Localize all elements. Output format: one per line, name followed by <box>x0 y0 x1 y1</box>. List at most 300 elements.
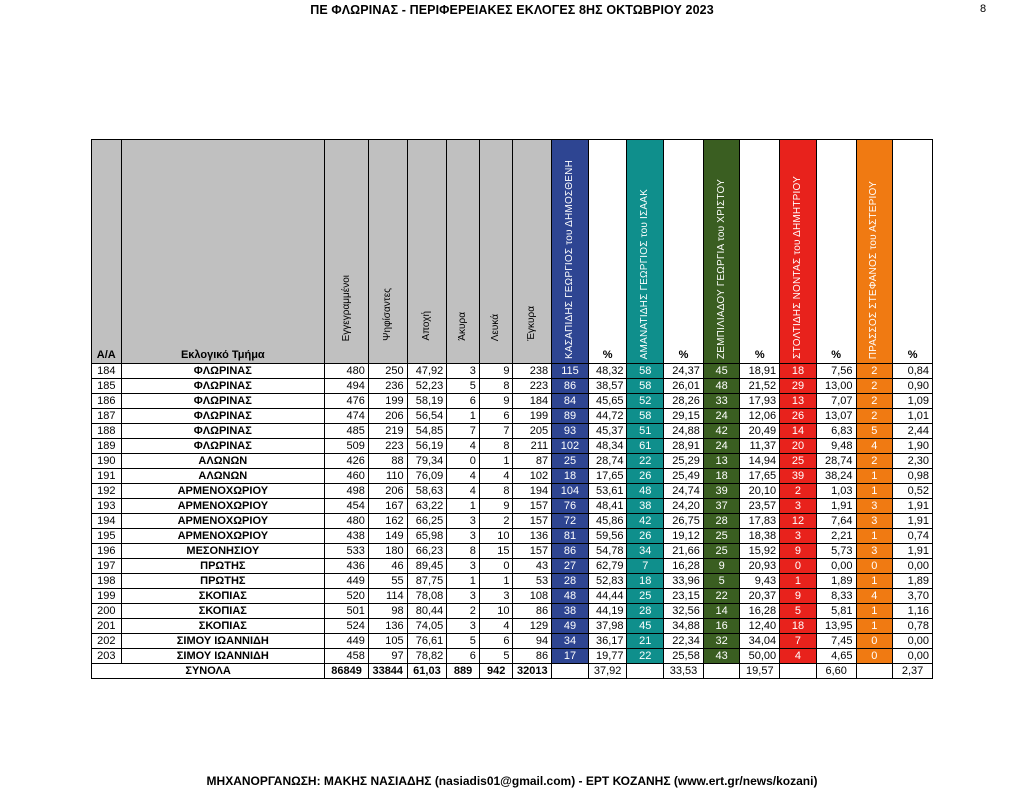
cell-cand2-votes: 21 <box>627 634 664 649</box>
totals-cell: 61,03 <box>407 664 447 679</box>
totals-row <box>92 664 933 679</box>
cell-voted: 206 <box>368 409 407 424</box>
totals-cell: 6266 <box>703 664 740 679</box>
cell-valid: 194 <box>513 484 552 499</box>
cell-blank: 2 <box>479 514 513 529</box>
cell-registered: 480 <box>325 364 369 379</box>
cell-section: ΑΡΜΕΝΟΧΩΡΙΟΥ <box>121 484 325 499</box>
cell-blank: 1 <box>479 454 513 469</box>
cell-abstention: 76,09 <box>407 469 447 484</box>
cell-cand1-pct: 17,65 <box>588 469 627 484</box>
cell-cand1-votes: 81 <box>552 529 589 544</box>
cell-cand4-votes: 26 <box>780 409 817 424</box>
cell-invalid: 4 <box>447 484 480 499</box>
cell-invalid: 3 <box>447 364 480 379</box>
cell-cand5-pct: 0,90 <box>893 379 933 394</box>
cell-abstention: 87,75 <box>407 574 447 589</box>
cell-cand4-votes: 29 <box>780 379 817 394</box>
cell-cand1-votes: 93 <box>552 424 589 439</box>
table-row <box>92 529 933 544</box>
totals-cell: 19,57 <box>740 664 780 679</box>
cell-cand1-pct: 45,65 <box>588 394 627 409</box>
cell-invalid: 6 <box>447 394 480 409</box>
col-pct-4: % <box>816 140 856 364</box>
cell-voted: 46 <box>368 559 407 574</box>
table-row <box>92 544 933 559</box>
cell-registered: 438 <box>325 529 369 544</box>
cell-cand3-pct: 18,38 <box>740 529 780 544</box>
cell-voted: 199 <box>368 394 407 409</box>
totals-label: ΣΥΝΟΛΑ <box>92 664 325 679</box>
cell-cand3-votes: 25 <box>703 529 740 544</box>
cell-aa: 193 <box>92 499 122 514</box>
table-row <box>92 649 933 664</box>
cell-cand2-pct: 25,58 <box>664 649 704 664</box>
cell-cand1-pct: 45,37 <box>588 424 627 439</box>
cell-cand1-pct: 52,83 <box>588 574 627 589</box>
cell-aa: 188 <box>92 424 122 439</box>
cell-section: ΑΡΜΕΝΟΧΩΡΙΟΥ <box>121 529 325 544</box>
cell-cand3-pct: 17,83 <box>740 514 780 529</box>
cell-cand1-votes: 27 <box>552 559 589 574</box>
cell-cand3-pct: 12,06 <box>740 409 780 424</box>
cell-valid: 94 <box>513 634 552 649</box>
cell-voted: 114 <box>368 589 407 604</box>
table-row <box>92 634 933 649</box>
cell-cand5-votes: 1 <box>856 469 893 484</box>
cell-cand2-pct: 25,49 <box>664 469 704 484</box>
table-row <box>92 514 933 529</box>
cell-abstention: 76,61 <box>407 634 447 649</box>
cell-valid: 184 <box>513 394 552 409</box>
cell-cand2-votes: 51 <box>627 424 664 439</box>
cell-cand1-pct: 28,74 <box>588 454 627 469</box>
cell-registered: 498 <box>325 484 369 499</box>
cell-cand5-votes: 2 <box>856 454 893 469</box>
cell-cand5-votes: 3 <box>856 514 893 529</box>
totals-cell: 33844 <box>368 664 407 679</box>
cell-cand3-pct: 18,91 <box>740 364 780 379</box>
cell-cand3-votes: 28 <box>703 514 740 529</box>
cell-cand4-votes: 0 <box>780 559 817 574</box>
cell-cand4-votes: 18 <box>780 619 817 634</box>
cell-cand1-pct: 19,77 <box>588 649 627 664</box>
col-abstention: Αποχή <box>407 140 447 364</box>
cell-cand3-pct: 20,37 <box>740 589 780 604</box>
cell-cand1-pct: 44,44 <box>588 589 627 604</box>
cell-cand2-pct: 25,29 <box>664 454 704 469</box>
cell-cand4-pct: 7,64 <box>816 514 856 529</box>
totals-cell: 2,37 <box>893 664 933 679</box>
cell-invalid: 6 <box>447 649 480 664</box>
cell-cand2-votes: 38 <box>627 499 664 514</box>
cell-registered: 449 <box>325 574 369 589</box>
cell-cand2-votes: 26 <box>627 529 664 544</box>
cell-cand3-votes: 42 <box>703 424 740 439</box>
cell-cand4-pct: 13,07 <box>816 409 856 424</box>
cell-cand1-pct: 48,41 <box>588 499 627 514</box>
cell-cand4-votes: 13 <box>780 394 817 409</box>
cell-invalid: 0 <box>447 454 480 469</box>
cell-cand1-votes: 49 <box>552 619 589 634</box>
cell-cand1-votes: 89 <box>552 409 589 424</box>
cell-aa: 185 <box>92 379 122 394</box>
cell-cand2-votes: 28 <box>627 604 664 619</box>
cell-invalid: 2 <box>447 604 480 619</box>
cell-cand5-votes: 5 <box>856 424 893 439</box>
totals-cell: 12140 <box>552 664 589 679</box>
cell-blank: 9 <box>479 394 513 409</box>
cell-blank: 15 <box>479 544 513 559</box>
cell-blank: 8 <box>479 379 513 394</box>
cell-cand4-pct: 4,65 <box>816 649 856 664</box>
cell-cand2-pct: 16,28 <box>664 559 704 574</box>
cell-cand4-pct: 1,89 <box>816 574 856 589</box>
cell-cand3-pct: 20,49 <box>740 424 780 439</box>
cell-aa: 195 <box>92 529 122 544</box>
cell-cand2-pct: 26,01 <box>664 379 704 394</box>
cell-section: ΠΡΩΤΗΣ <box>121 559 325 574</box>
cell-invalid: 3 <box>447 589 480 604</box>
cell-cand3-pct: 17,93 <box>740 394 780 409</box>
cell-voted: 88 <box>368 454 407 469</box>
cell-cand5-pct: 2,44 <box>893 424 933 439</box>
col-pct-1: % <box>588 140 627 364</box>
cell-registered: 509 <box>325 439 369 454</box>
cell-cand2-votes: 25 <box>627 589 664 604</box>
cell-cand5-pct: 1,91 <box>893 514 933 529</box>
cell-aa: 187 <box>92 409 122 424</box>
cell-cand5-votes: 2 <box>856 409 893 424</box>
cell-cand5-votes: 0 <box>856 634 893 649</box>
cell-cand1-votes: 17 <box>552 649 589 664</box>
cell-valid: 43 <box>513 559 552 574</box>
cell-aa: 189 <box>92 439 122 454</box>
cell-aa: 197 <box>92 559 122 574</box>
cell-cand2-pct: 19,12 <box>664 529 704 544</box>
cell-cand2-pct: 24,74 <box>664 484 704 499</box>
cell-cand4-votes: 39 <box>780 469 817 484</box>
cell-cand1-votes: 72 <box>552 514 589 529</box>
cell-cand1-votes: 34 <box>552 634 589 649</box>
cell-cand4-votes: 3 <box>780 529 817 544</box>
table-row <box>92 559 933 574</box>
page-number: 8 <box>980 3 987 15</box>
cell-cand4-votes: 14 <box>780 424 817 439</box>
cell-valid: 136 <box>513 529 552 544</box>
cell-cand4-votes: 20 <box>780 439 817 454</box>
cell-registered: 533 <box>325 544 369 559</box>
cell-cand5-pct: 1,91 <box>893 499 933 514</box>
cell-section: ΑΡΜΕΝΟΧΩΡΙΟΥ <box>121 499 325 514</box>
cell-cand2-votes: 18 <box>627 574 664 589</box>
cell-cand5-pct: 0,78 <box>893 619 933 634</box>
page-footer: ΜΗΧΑΝΟΡΓΑΝΩΣΗ: ΜΑΚΗΣ ΝΑΣΙΑΔΗΣ (nasiadis01@gmail.com) - ΕΡΤ ΚΟΖΑΝΗΣ (www.ert.gr/news/kozani) <box>206 774 818 788</box>
cell-cand3-pct: 23,57 <box>740 499 780 514</box>
cell-cand5-votes: 2 <box>856 379 893 394</box>
table-row <box>92 364 933 379</box>
cell-valid: 223 <box>513 379 552 394</box>
totals-cell: 32013 <box>513 664 552 679</box>
cell-cand5-pct: 1,16 <box>893 604 933 619</box>
page-title: ΠΕ ΦΛΩΡΙΝΑΣ - ΠΕΡΙΦΕΡΕΙΑΚΕΣ ΕΚΛΟΓΕΣ 8ΗΣ ΟΚΤΩΒΡΙΟΥ 2023 <box>310 3 714 17</box>
cell-blank: 7 <box>479 424 513 439</box>
cell-cand5-votes: 1 <box>856 484 893 499</box>
cell-cand5-votes: 2 <box>856 394 893 409</box>
cell-cand1-votes: 86 <box>552 379 589 394</box>
cell-invalid: 5 <box>447 634 480 649</box>
cell-cand4-pct: 5,73 <box>816 544 856 559</box>
cell-cand3-votes: 39 <box>703 484 740 499</box>
cell-cand4-votes: 2 <box>780 484 817 499</box>
cell-valid: 211 <box>513 439 552 454</box>
cell-valid: 129 <box>513 619 552 634</box>
cell-section: ΦΛΩΡΙΝΑΣ <box>121 379 325 394</box>
cell-registered: 524 <box>325 619 369 634</box>
totals-cell: 86849 <box>325 664 369 679</box>
cell-blank: 5 <box>479 649 513 664</box>
col-valid: Έγκυρα <box>513 140 552 364</box>
cell-abstention: 66,23 <box>407 544 447 559</box>
cell-valid: 102 <box>513 469 552 484</box>
cell-section: ΦΛΩΡΙΝΑΣ <box>121 364 325 379</box>
totals-cell: 2114 <box>780 664 817 679</box>
cell-section: ΦΛΩΡΙΝΑΣ <box>121 409 325 424</box>
cell-blank: 8 <box>479 439 513 454</box>
cell-cand2-votes: 22 <box>627 454 664 469</box>
table-row <box>92 439 933 454</box>
cell-cand1-pct: 59,56 <box>588 529 627 544</box>
table-row <box>92 484 933 499</box>
col-candidate-2: ΑΜΑΝΑΤΙΔΗΣ ΓΕΩΡΓΙΟΣ του ΙΣΑΑΚ <box>627 140 664 364</box>
cell-cand1-votes: 76 <box>552 499 589 514</box>
cell-cand4-votes: 4 <box>780 649 817 664</box>
cell-cand4-votes: 1 <box>780 574 817 589</box>
cell-cand3-pct: 21,52 <box>740 379 780 394</box>
cell-registered: 501 <box>325 604 369 619</box>
cell-section: ΣΚΟΠΙΑΣ <box>121 604 325 619</box>
table-row <box>92 499 933 514</box>
cell-voted: 219 <box>368 424 407 439</box>
cell-invalid: 1 <box>447 409 480 424</box>
cell-cand3-votes: 18 <box>703 469 740 484</box>
cell-voted: 167 <box>368 499 407 514</box>
cell-cand4-pct: 6,83 <box>816 424 856 439</box>
cell-cand5-votes: 1 <box>856 619 893 634</box>
cell-cand2-votes: 34 <box>627 544 664 559</box>
cell-aa: 199 <box>92 589 122 604</box>
cell-cand2-pct: 23,15 <box>664 589 704 604</box>
cell-cand5-pct: 2,30 <box>893 454 933 469</box>
cell-cand2-pct: 34,88 <box>664 619 704 634</box>
cell-aa: 196 <box>92 544 122 559</box>
cell-cand1-votes: 25 <box>552 454 589 469</box>
cell-cand2-pct: 26,75 <box>664 514 704 529</box>
cell-cand3-pct: 16,28 <box>740 604 780 619</box>
cell-aa: 184 <box>92 364 122 379</box>
cell-voted: 236 <box>368 379 407 394</box>
cell-aa: 201 <box>92 619 122 634</box>
cell-cand3-votes: 16 <box>703 619 740 634</box>
cell-cand1-votes: 48 <box>552 589 589 604</box>
cell-voted: 180 <box>368 544 407 559</box>
cell-cand4-votes: 5 <box>780 604 817 619</box>
cell-section: ΜΕΣΟΝΗΣΙΟΥ <box>121 544 325 559</box>
cell-cand5-votes: 4 <box>856 589 893 604</box>
table-row <box>92 604 933 619</box>
cell-valid: 157 <box>513 514 552 529</box>
cell-cand3-pct: 17,65 <box>740 469 780 484</box>
table-row <box>92 574 933 589</box>
cell-cand3-votes: 9 <box>703 559 740 574</box>
cell-blank: 9 <box>479 364 513 379</box>
cell-cand2-votes: 58 <box>627 379 664 394</box>
cell-cand5-votes: 4 <box>856 439 893 454</box>
cell-cand5-votes: 0 <box>856 559 893 574</box>
cell-invalid: 3 <box>447 559 480 574</box>
cell-valid: 157 <box>513 544 552 559</box>
cell-abstention: 52,23 <box>407 379 447 394</box>
cell-cand4-pct: 1,91 <box>816 499 856 514</box>
header-row <box>92 140 933 364</box>
cell-aa: 200 <box>92 604 122 619</box>
cell-cand3-pct: 50,00 <box>740 649 780 664</box>
cell-cand5-votes: 1 <box>856 604 893 619</box>
totals-cell: 10734 <box>627 664 664 679</box>
cell-blank: 10 <box>479 604 513 619</box>
cell-blank: 4 <box>479 469 513 484</box>
cell-invalid: 1 <box>447 499 480 514</box>
cell-cand2-pct: 28,26 <box>664 394 704 409</box>
totals-cell: 33,53 <box>664 664 704 679</box>
cell-cand5-pct: 0,84 <box>893 364 933 379</box>
cell-valid: 199 <box>513 409 552 424</box>
cell-cand1-votes: 102 <box>552 439 589 454</box>
cell-cand3-votes: 22 <box>703 589 740 604</box>
col-aa: Α/Α <box>92 140 122 364</box>
cell-blank: 6 <box>479 634 513 649</box>
cell-aa: 191 <box>92 469 122 484</box>
totals-cell: 37,92 <box>588 664 627 679</box>
cell-cand5-votes: 1 <box>856 529 893 544</box>
totals-cell: 759 <box>856 664 893 679</box>
cell-cand3-votes: 24 <box>703 409 740 424</box>
cell-section: ΑΛΩΝΩΝ <box>121 454 325 469</box>
cell-registered: 460 <box>325 469 369 484</box>
cell-voted: 206 <box>368 484 407 499</box>
cell-cand4-votes: 7 <box>780 634 817 649</box>
cell-cand1-pct: 45,86 <box>588 514 627 529</box>
cell-cand2-votes: 58 <box>627 409 664 424</box>
cell-cand1-votes: 18 <box>552 469 589 484</box>
cell-cand3-pct: 9,43 <box>740 574 780 589</box>
cell-cand2-votes: 45 <box>627 619 664 634</box>
cell-cand4-pct: 9,48 <box>816 439 856 454</box>
cell-cand2-pct: 33,96 <box>664 574 704 589</box>
cell-cand2-votes: 22 <box>627 649 664 664</box>
cell-section: ΣΚΟΠΙΑΣ <box>121 619 325 634</box>
cell-cand5-votes: 3 <box>856 544 893 559</box>
cell-cand1-pct: 62,79 <box>588 559 627 574</box>
cell-abstention: 47,92 <box>407 364 447 379</box>
cell-cand2-pct: 24,88 <box>664 424 704 439</box>
cell-registered: 485 <box>325 424 369 439</box>
cell-registered: 474 <box>325 409 369 424</box>
cell-cand3-votes: 37 <box>703 499 740 514</box>
table-row <box>92 454 933 469</box>
cell-cand4-pct: 13,00 <box>816 379 856 394</box>
cell-cand1-votes: 104 <box>552 484 589 499</box>
cell-section: ΦΛΩΡΙΝΑΣ <box>121 439 325 454</box>
cell-cand1-pct: 44,72 <box>588 409 627 424</box>
cell-blank: 9 <box>479 499 513 514</box>
cell-cand1-pct: 44,19 <box>588 604 627 619</box>
table-row <box>92 619 933 634</box>
cell-cand5-votes: 3 <box>856 499 893 514</box>
cell-blank: 10 <box>479 529 513 544</box>
cell-cand3-pct: 34,04 <box>740 634 780 649</box>
totals-cell: 6,60 <box>816 664 856 679</box>
totals-cell: 889 <box>447 664 480 679</box>
col-candidate-4: ΣΤΟΛΤΙΔΗΣ ΝΟΝΤΑΣ του ΔΗΜΗΤΡΙΟΥ <box>780 140 817 364</box>
cell-aa: 194 <box>92 514 122 529</box>
cell-cand1-votes: 84 <box>552 394 589 409</box>
cell-cand4-pct: 0,00 <box>816 559 856 574</box>
cell-voted: 55 <box>368 574 407 589</box>
cell-aa: 202 <box>92 634 122 649</box>
cell-abstention: 78,08 <box>407 589 447 604</box>
cell-cand2-votes: 48 <box>627 484 664 499</box>
cell-invalid: 4 <box>447 439 480 454</box>
cell-blank: 1 <box>479 574 513 589</box>
cell-abstention: 78,82 <box>407 649 447 664</box>
cell-cand5-pct: 1,01 <box>893 409 933 424</box>
table-row <box>92 379 933 394</box>
cell-voted: 223 <box>368 439 407 454</box>
cell-cand2-pct: 28,91 <box>664 439 704 454</box>
cell-cand3-votes: 24 <box>703 439 740 454</box>
cell-cand1-pct: 53,61 <box>588 484 627 499</box>
cell-cand4-votes: 18 <box>780 364 817 379</box>
cell-voted: 98 <box>368 604 407 619</box>
cell-cand4-pct: 13,95 <box>816 619 856 634</box>
cell-voted: 136 <box>368 619 407 634</box>
cell-cand1-pct: 37,98 <box>588 619 627 634</box>
cell-cand5-pct: 0,00 <box>893 559 933 574</box>
cell-cand3-votes: 32 <box>703 634 740 649</box>
cell-cand3-votes: 25 <box>703 544 740 559</box>
cell-aa: 198 <box>92 574 122 589</box>
cell-cand1-votes: 28 <box>552 574 589 589</box>
col-candidate-1: ΚΑΣΑΠΙΔΗΣ ΓΕΩΡΓΙΟΣ του ΔΗΜΟΣΘΕΝΗ <box>552 140 589 364</box>
cell-cand2-votes: 26 <box>627 469 664 484</box>
cell-cand4-votes: 12 <box>780 514 817 529</box>
table-row <box>92 409 933 424</box>
cell-invalid: 4 <box>447 469 480 484</box>
cell-section: ΣΚΟΠΙΑΣ <box>121 589 325 604</box>
cell-cand4-pct: 28,74 <box>816 454 856 469</box>
cell-cand5-pct: 0,00 <box>893 649 933 664</box>
cell-invalid: 8 <box>447 544 480 559</box>
cell-cand2-pct: 24,20 <box>664 499 704 514</box>
cell-cand1-votes: 115 <box>552 364 589 379</box>
cell-cand1-pct: 36,17 <box>588 634 627 649</box>
cell-section: ΦΛΩΡΙΝΑΣ <box>121 424 325 439</box>
cell-cand3-votes: 43 <box>703 649 740 664</box>
table-row <box>92 589 933 604</box>
col-pct-5: % <box>893 140 933 364</box>
cell-abstention: 58,19 <box>407 394 447 409</box>
